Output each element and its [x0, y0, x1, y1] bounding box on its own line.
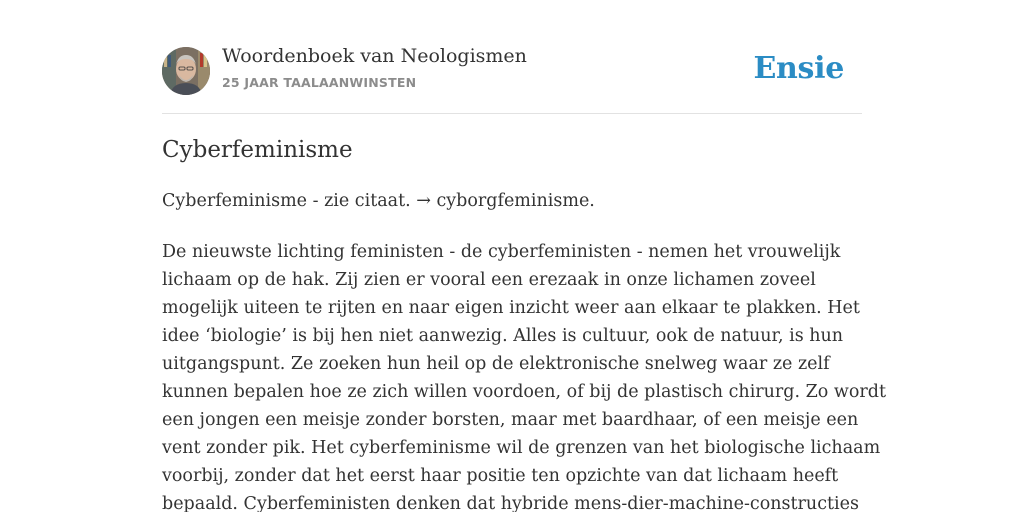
- site-tagline: 25 JAAR TAALAANWINSTEN: [222, 75, 417, 90]
- entry-definition: Cyberfeminisme - zie citaat. → cyborgfeminisme.: [162, 191, 595, 211]
- quote-line: kunnen bepalen hoe ze zich willen voordoen, of bij de plastisch chirurg. Zo wordt: [162, 382, 886, 402]
- quote-line: vent zonder pik. Het cyberfeminisme wil de grenzen van het biologische lichaam: [162, 438, 881, 458]
- entry-title: Cyberfeminisme: [162, 137, 353, 163]
- quote-line: uitgangspunt. Ze zoeken hun heil op de elektronische snelweg waar ze zelf: [162, 354, 830, 374]
- quote-line: een jongen een meisje zonder borsten, maar met baardhaar, of een meisje een: [162, 410, 859, 430]
- quote-line: idee ‘biologie’ is bij hen niet aanwezig. Alles is cultuur, ook de natuur, is hun: [162, 326, 844, 346]
- quote-line: voorbij, zonder dat het eerst haar positie ten opzichte van dat lichaam heeft: [162, 466, 839, 486]
- site-header: [162, 0, 862, 114]
- quote-line: bepaald. Cyberfeministen denken dat hybride mens-dier-machine-constructies: [162, 494, 859, 512]
- entry-quote: [162, 238, 886, 512]
- quote-line: De nieuwste lichting feministen - de cyberfeministen - nemen het vrouwelijk: [162, 242, 841, 262]
- quote-line: mogelijk uiteen te rijten en naar eigen inzicht weer aan elkaar te plakken. Het: [162, 298, 860, 318]
- ensie-logo[interactable]: Ensie: [753, 51, 844, 86]
- avatar-portrait-icon: [162, 47, 210, 95]
- author-avatar[interactable]: [162, 47, 210, 95]
- site-name-link[interactable]: Woordenboek van Neologismen: [222, 45, 527, 67]
- main-content: [162, 0, 886, 512]
- quote-line: lichaam op de hak. Zij zien er vooral een erezaak in onze lichamen zoveel: [162, 270, 816, 290]
